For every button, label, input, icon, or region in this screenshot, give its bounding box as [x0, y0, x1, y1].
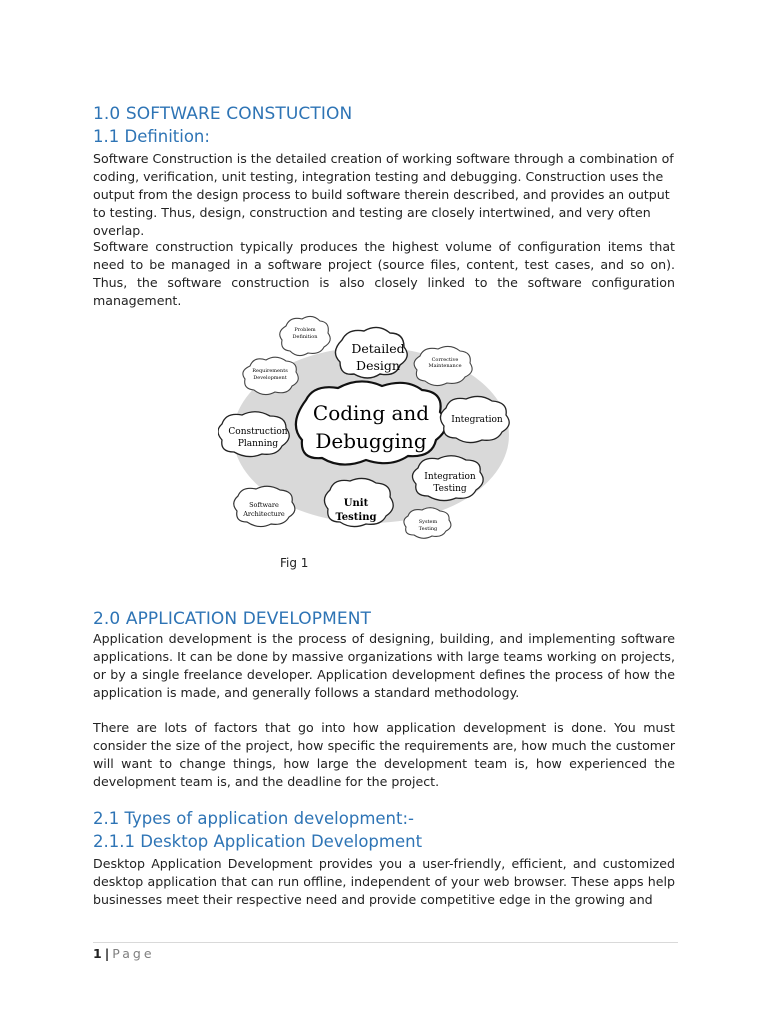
label-integration-testing-1: Integration	[424, 472, 476, 482]
paragraph-desktop-application-development: Desktop Application Development provides you a user-friendly, efficient, and customized desktop application that can run offline, independent of your web browser. These apps help businesses meet their respective need and provide competitive edge in the growing and	[93, 856, 675, 908]
bubble-corrective-maintenance	[414, 346, 472, 385]
bubble-requirements-development	[243, 357, 298, 394]
label-software-architecture-2: Architecture	[243, 510, 285, 518]
bubble-coding-and-debugging	[296, 381, 446, 464]
label-detailed-design-2: Design	[356, 358, 400, 373]
page-label: Page	[112, 946, 155, 961]
software-construction-diagram	[218, 310, 523, 542]
bubble-unit-testing	[324, 478, 393, 526]
label-system-testing-2: Testing	[418, 526, 438, 532]
bubble-system-testing	[404, 508, 451, 539]
label-unit-testing-1: Unit	[343, 498, 369, 509]
label-integration-testing-2: Testing	[433, 484, 467, 494]
label-corrective-maintenance-1: Corrective	[431, 357, 459, 363]
label-system-testing-1: System	[418, 519, 438, 525]
label-construction-planning-1: Construction	[228, 427, 288, 437]
label-unit-testing-2: Testing	[335, 512, 377, 523]
bubble-integration-testing	[412, 456, 483, 501]
bubble-construction-planning	[218, 412, 289, 457]
label-integration: Integration	[451, 415, 503, 425]
figure-caption: Fig 1	[280, 556, 309, 570]
paragraph-application-development-2: There are lots of factors that go into how application development is done. You must consider the size of the project, how specific the requirements are, how much the customer will want to change things, how large the development team is, how experienced the development team is, and the deadline for the project.	[93, 720, 675, 790]
page-footer	[93, 946, 155, 961]
label-corrective-maintenance-2: Maintenance	[428, 363, 462, 369]
bubble-integration	[440, 396, 509, 442]
heading-application-development: 2.0 APPLICATION DEVELOPMENT	[93, 609, 372, 629]
footer-separator: |	[104, 946, 110, 961]
footer-divider	[93, 942, 678, 943]
heading-types-of-application-development: 2.1 Types of application development:-	[93, 809, 414, 828]
label-requirements-development-1: Requirements	[252, 368, 288, 374]
page-number: 1	[93, 946, 102, 961]
bubble-problem-definition	[280, 316, 331, 355]
label-construction-planning-2: Planning	[237, 439, 279, 449]
label-coding-and: Coding and	[312, 401, 430, 425]
heading-software-construction: 1.0 SOFTWARE CONSTUCTION	[93, 104, 353, 124]
paragraph-definition-1: Software Construction is the detailed creation of working software through a combination of coding, verification, unit testing, integration testing and debugging. Construction uses the output from the design process to build software therein described, and provides an output to testing. Thus, design, construction and testing are closely intertwined, and very often overlap.	[93, 151, 674, 239]
paragraph-application-development-1: Application development is the process of designing, building, and implementing software applications. It can be done by massive organizations with large teams working on projects, or by a single freelance developer. Application development defines the process of how the application is made, and generally follows a standard methodology.	[93, 631, 675, 701]
label-requirements-development-2: Development	[253, 375, 287, 381]
bubble-software-architecture	[234, 486, 295, 526]
heading-desktop-application-development: 2.1.1 Desktop Application Development	[93, 832, 423, 851]
bubble-detailed-design	[335, 327, 407, 378]
label-detailed-design-1: Detailed	[351, 341, 405, 356]
label-problem-definition-2: Definition	[292, 334, 318, 340]
heading-definition: 1.1 Definition:	[93, 127, 210, 146]
label-debugging: Debugging	[315, 429, 427, 453]
label-software-architecture-1: Software	[249, 501, 279, 509]
paragraph-definition-2: Software construction typically produces the highest volume of configuration items that need to be managed in a software project (source files, content, test cases, and so on). Thus, the software construction is also closely linked to the software configuration management.	[93, 239, 675, 309]
label-problem-definition-1: Problem	[294, 327, 316, 333]
